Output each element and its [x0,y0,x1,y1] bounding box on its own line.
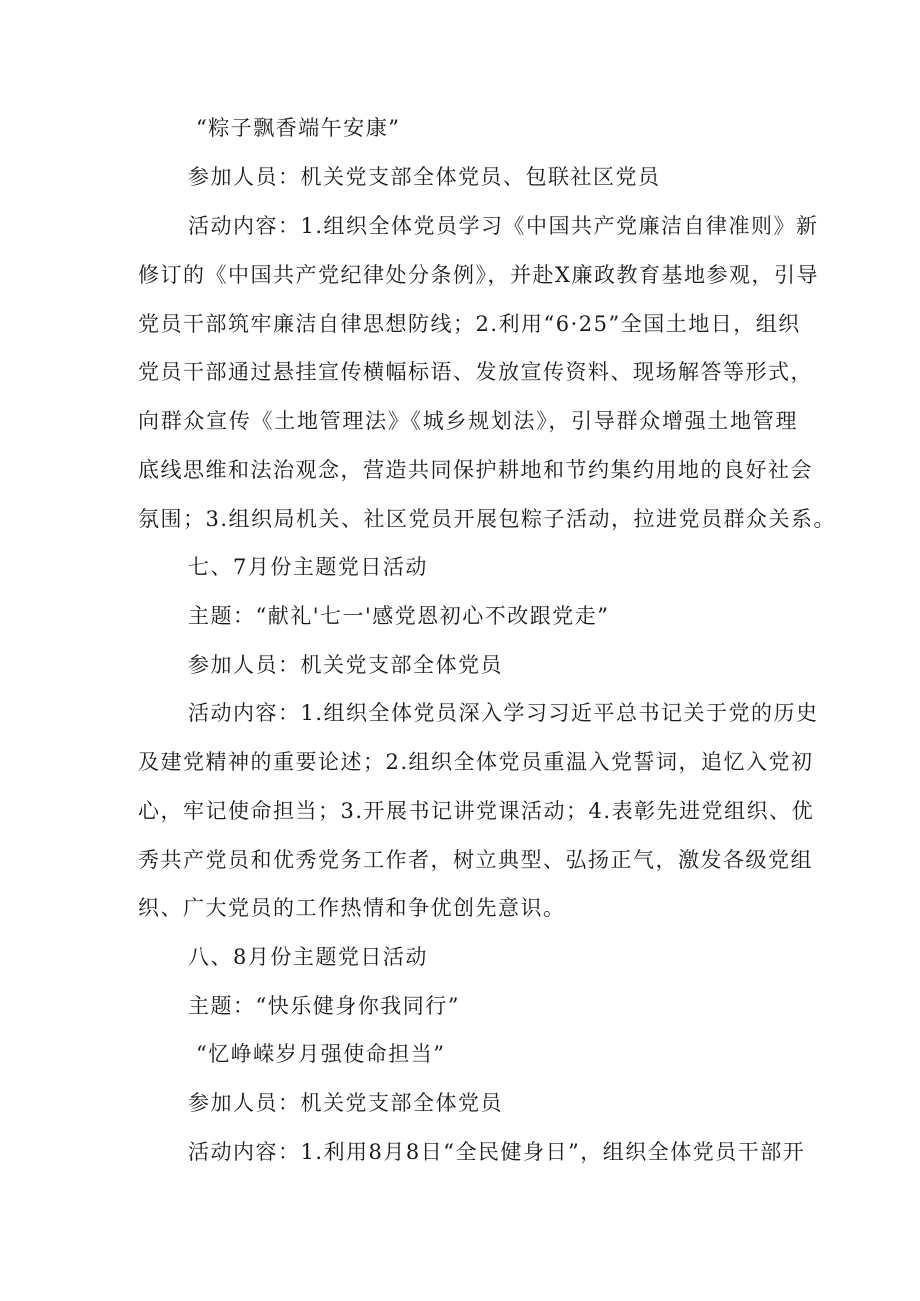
theme-quote-duanwu: “粽子飘香端午安康” [196,116,401,140]
theme-july: 主题：“献礼'七一'感党恩初心不改跟党走” [188,604,610,628]
theme-august-1: 主题：“快乐健身你我同行” [188,994,460,1018]
content-july-line-1: 活动内容：1.组织全体党员深入学习习近平总书记关于党的历史 [188,701,819,725]
content-july-line-4: 秀共产党员和优秀党务工作者，树立典型、弘扬正气，激发各级党组 [138,848,813,872]
content-june-line-6: 底线思维和法治观念，营造共同保护耕地和节约集约用地的良好社会 [138,458,813,482]
section-heading-august: 八、8月份主题党日活动 [188,945,428,969]
content-june-line-5: 向群众宣传《土地管理法》《城乡规划法》，引导群众增强土地管理 [138,409,798,433]
participants-august: 参加人员：机关党支部全体党员 [188,1091,503,1115]
content-june-line-3: 党员干部筑牢廉洁自律思想防线；2.利用“6·25”全国土地日，组织 [138,312,801,336]
section-heading-july: 七、7月份主题党日活动 [188,555,428,579]
content-june-line-1: 活动内容：1.组织全体党员学习《中国共产党廉洁自律准则》新 [188,214,819,238]
theme-august-2: “忆峥嵘岁月强使命担当” [196,1042,446,1066]
content-july-line-5: 织、广大党员的工作热情和争优创先意识。 [138,896,566,920]
participants-july: 参加人员：机关党支部全体党员 [188,653,503,677]
content-june-line-2: 修订的《中国共产党纪律处分条例》，并赴X廉政教育基地参观，引导 [138,263,819,287]
content-july-line-2: 及建党精神的重要论述；2.组织全体党员重温入党誓词，追忆入党初 [138,750,814,774]
content-june-line-4: 党员干部通过悬挂宣传横幅标语、发放宣传资料、现场解答等形式， [138,360,813,384]
participants-june: 参加人员：机关党支部全体党员、包联社区党员 [188,165,661,189]
content-august-line-1: 活动内容：1.利用8月8日“全民健身日”，组织全体党员干部开 [188,1140,806,1164]
content-june-line-7: 氛围；3.组织局机关、社区党员开展包粽子活动，拉进党员群众关系。 [138,507,837,531]
content-july-line-3: 心，牢记使命担当；3.开展书记讲党课活动；4.表彰先进党组织、优 [138,799,815,823]
